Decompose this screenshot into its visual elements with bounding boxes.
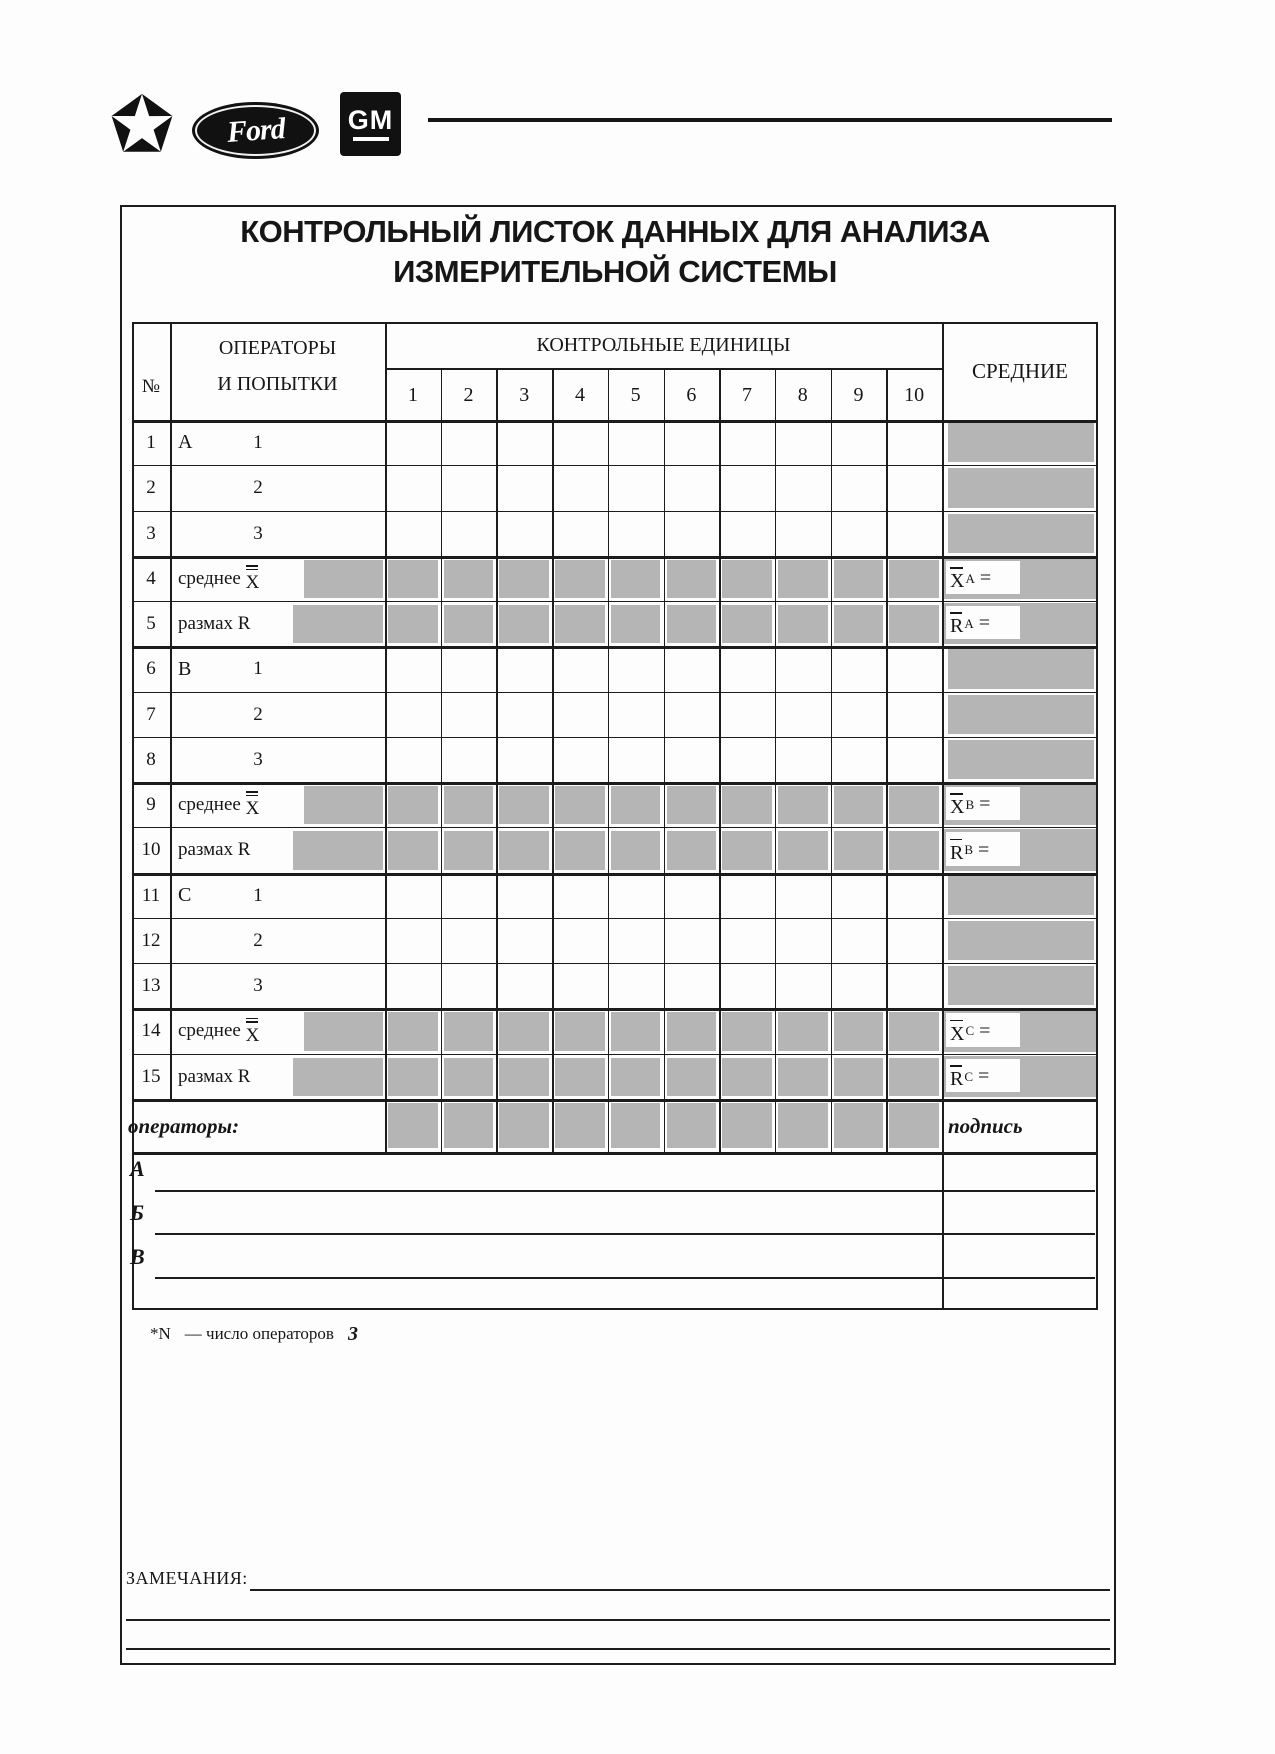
footnote-text: — число операторов <box>184 1324 334 1343</box>
column-header-means: СРЕДНИЕ <box>972 358 1068 383</box>
table-vline <box>719 368 721 1152</box>
row-6-operator-letter: B <box>178 657 192 680</box>
column-header-control-units: КОНТРОЛЬНЫЕ ЕДИНИЦЫ <box>536 333 791 356</box>
row-8-number: 8 <box>146 748 156 770</box>
signature-line-1 <box>155 1233 1095 1235</box>
row-label-word: размах <box>178 1065 238 1087</box>
row-10-means-label <box>950 827 1070 873</box>
row-5-means-label <box>950 601 1070 646</box>
row-11-operator-letter: C <box>178 884 192 906</box>
row-11-number: 11 <box>141 884 161 906</box>
row-12-number: 12 <box>141 929 161 951</box>
remarks-line-0 <box>250 1589 1110 1591</box>
gm-logo <box>340 92 401 156</box>
means-subscript: C <box>964 1068 974 1084</box>
row-7-number: 7 <box>146 703 156 725</box>
row-7-trial-number: 2 <box>253 703 263 725</box>
row-1-operator-letter: A <box>178 431 193 453</box>
row-label-word: среднее <box>178 793 246 815</box>
row-6-number: 6 <box>146 658 156 679</box>
unit-col-header-5: 5 <box>630 383 641 406</box>
row-14-means-label <box>950 1008 1070 1054</box>
page-title-line1: КОНТРОЛЬНЫЙ ЛИСТОК ДАННЫХ ДЛЯ АНАЛИЗА <box>240 214 990 249</box>
table-vline <box>385 322 387 1152</box>
symbol-X: X <box>950 566 964 591</box>
row-9-number: 9 <box>146 793 156 815</box>
gm-logo-underline <box>353 137 389 141</box>
symbol-R: R <box>950 611 963 636</box>
means-subscript: B <box>964 842 974 857</box>
symbol-R: R <box>237 839 251 860</box>
table-vline <box>496 368 498 1152</box>
unit-col-header-8: 8 <box>797 383 808 406</box>
column-header-number: № <box>141 376 161 397</box>
symbol-X: X <box>246 791 260 818</box>
table-vline <box>441 368 443 1152</box>
symbol-X: X <box>950 1019 964 1044</box>
footnote <box>150 1320 358 1348</box>
column-header-operators-line2: И ПОПЫТКИ <box>217 372 338 395</box>
signature-row-label-c: В <box>130 1244 145 1269</box>
equals-sign: = <box>974 1019 991 1042</box>
unit-col-header-7: 7 <box>742 383 753 406</box>
table-vline <box>664 368 666 1152</box>
unit-col-header-6: 6 <box>686 383 697 406</box>
row-label-word: размах <box>178 839 238 860</box>
row-label-word: среднее <box>178 1020 246 1041</box>
unit-col-header-2: 2 <box>463 383 474 406</box>
table-vline <box>775 368 777 1152</box>
row-4-means-label <box>950 556 1070 601</box>
row-label-word: размах <box>178 612 238 634</box>
table-vline <box>831 368 833 1152</box>
symbol-X: X <box>246 1018 260 1045</box>
symbol-R: R <box>237 612 251 634</box>
means-subscript: B <box>965 796 975 812</box>
table-vline <box>552 368 554 1152</box>
row-15-label <box>178 1054 308 1099</box>
row-13-trial-number: 3 <box>253 974 263 996</box>
table-vline <box>608 368 610 1152</box>
row-13-number: 13 <box>141 974 161 996</box>
row-3-trial-number: 3 <box>253 522 263 544</box>
row-9-means-label <box>950 782 1070 827</box>
equals-sign: = <box>973 612 991 634</box>
means-subscript: C <box>965 1023 975 1038</box>
means-subscript: A <box>964 615 974 631</box>
unit-col-header-3: 3 <box>519 383 530 406</box>
equals-sign: = <box>974 567 992 589</box>
row-3-number: 3 <box>146 522 156 544</box>
unit-col-header-4: 4 <box>574 383 585 406</box>
equals-sign: = <box>973 838 990 861</box>
row-11-trial-number: 1 <box>253 884 263 906</box>
unit-col-header-9: 9 <box>853 383 864 406</box>
signature-column-label: подпись <box>948 1113 1023 1138</box>
symbol-X: X <box>950 792 964 817</box>
row-9-label <box>178 782 308 827</box>
signature-line-0 <box>155 1190 1095 1192</box>
table-vline <box>170 322 172 1099</box>
header-rule <box>428 118 1112 122</box>
row-10-number: 10 <box>141 839 161 860</box>
gm-logo-text: GM <box>347 105 394 136</box>
row-8-trial-number: 3 <box>253 748 263 770</box>
row-4-number: 4 <box>146 567 156 589</box>
column-header-operators-line1: ОПЕРАТОРЫ <box>218 336 337 359</box>
equals-sign: = <box>974 793 991 815</box>
ford-logo-ring <box>195 105 316 156</box>
row-6-trial-number: 1 <box>253 658 263 679</box>
symbol-X: X <box>246 565 260 592</box>
remarks-label: ЗАМЕЧАНИЯ: <box>126 1567 248 1588</box>
symbol-R: R <box>950 838 963 863</box>
row-15-number: 15 <box>141 1065 161 1087</box>
means-subscript: A <box>965 570 975 586</box>
row-15-means-label <box>950 1054 1070 1099</box>
signature-row-label-a: А <box>130 1156 145 1181</box>
footnote-operator-count: 3 <box>347 1322 358 1345</box>
row-4-label <box>178 556 308 601</box>
row-5-label <box>178 601 308 646</box>
row-14-label <box>178 1008 308 1054</box>
remarks-line-1 <box>126 1619 1110 1621</box>
remarks-line-2 <box>126 1648 1110 1650</box>
ford-logo-text: Ford <box>225 111 286 149</box>
table-vline <box>942 322 944 1310</box>
row-label-word: среднее <box>178 567 246 589</box>
row-5-number: 5 <box>146 612 156 634</box>
operators-row-label: операторы: <box>128 1113 240 1138</box>
row-2-trial-number: 2 <box>253 477 263 498</box>
equals-sign: = <box>973 1065 990 1087</box>
table-vline <box>886 368 888 1152</box>
row-2-number: 2 <box>146 477 156 498</box>
symbol-R: R <box>237 1065 251 1087</box>
ford-logo <box>192 102 319 159</box>
row-12-trial-number: 2 <box>253 929 263 951</box>
table-hline <box>132 1152 1098 1155</box>
page-title-line2: ИЗМЕРИТЕЛЬНОЙ СИСТЕМЫ <box>393 254 837 289</box>
row-14-number: 14 <box>141 1020 161 1041</box>
symbol-R: R <box>950 1064 963 1089</box>
row-10-label <box>178 827 308 873</box>
signature-line-2 <box>155 1277 1095 1279</box>
chrysler-pentastar-logo <box>110 90 174 158</box>
signature-row-label-b: Б <box>130 1200 144 1225</box>
unit-col-header-10: 10 <box>904 383 925 406</box>
row-1-trial-number: 1 <box>253 431 263 453</box>
row-1-number: 1 <box>146 431 156 453</box>
unit-col-header-1: 1 <box>407 383 418 406</box>
logo-row <box>0 0 1275 180</box>
footnote-marker: *N <box>150 1324 171 1343</box>
